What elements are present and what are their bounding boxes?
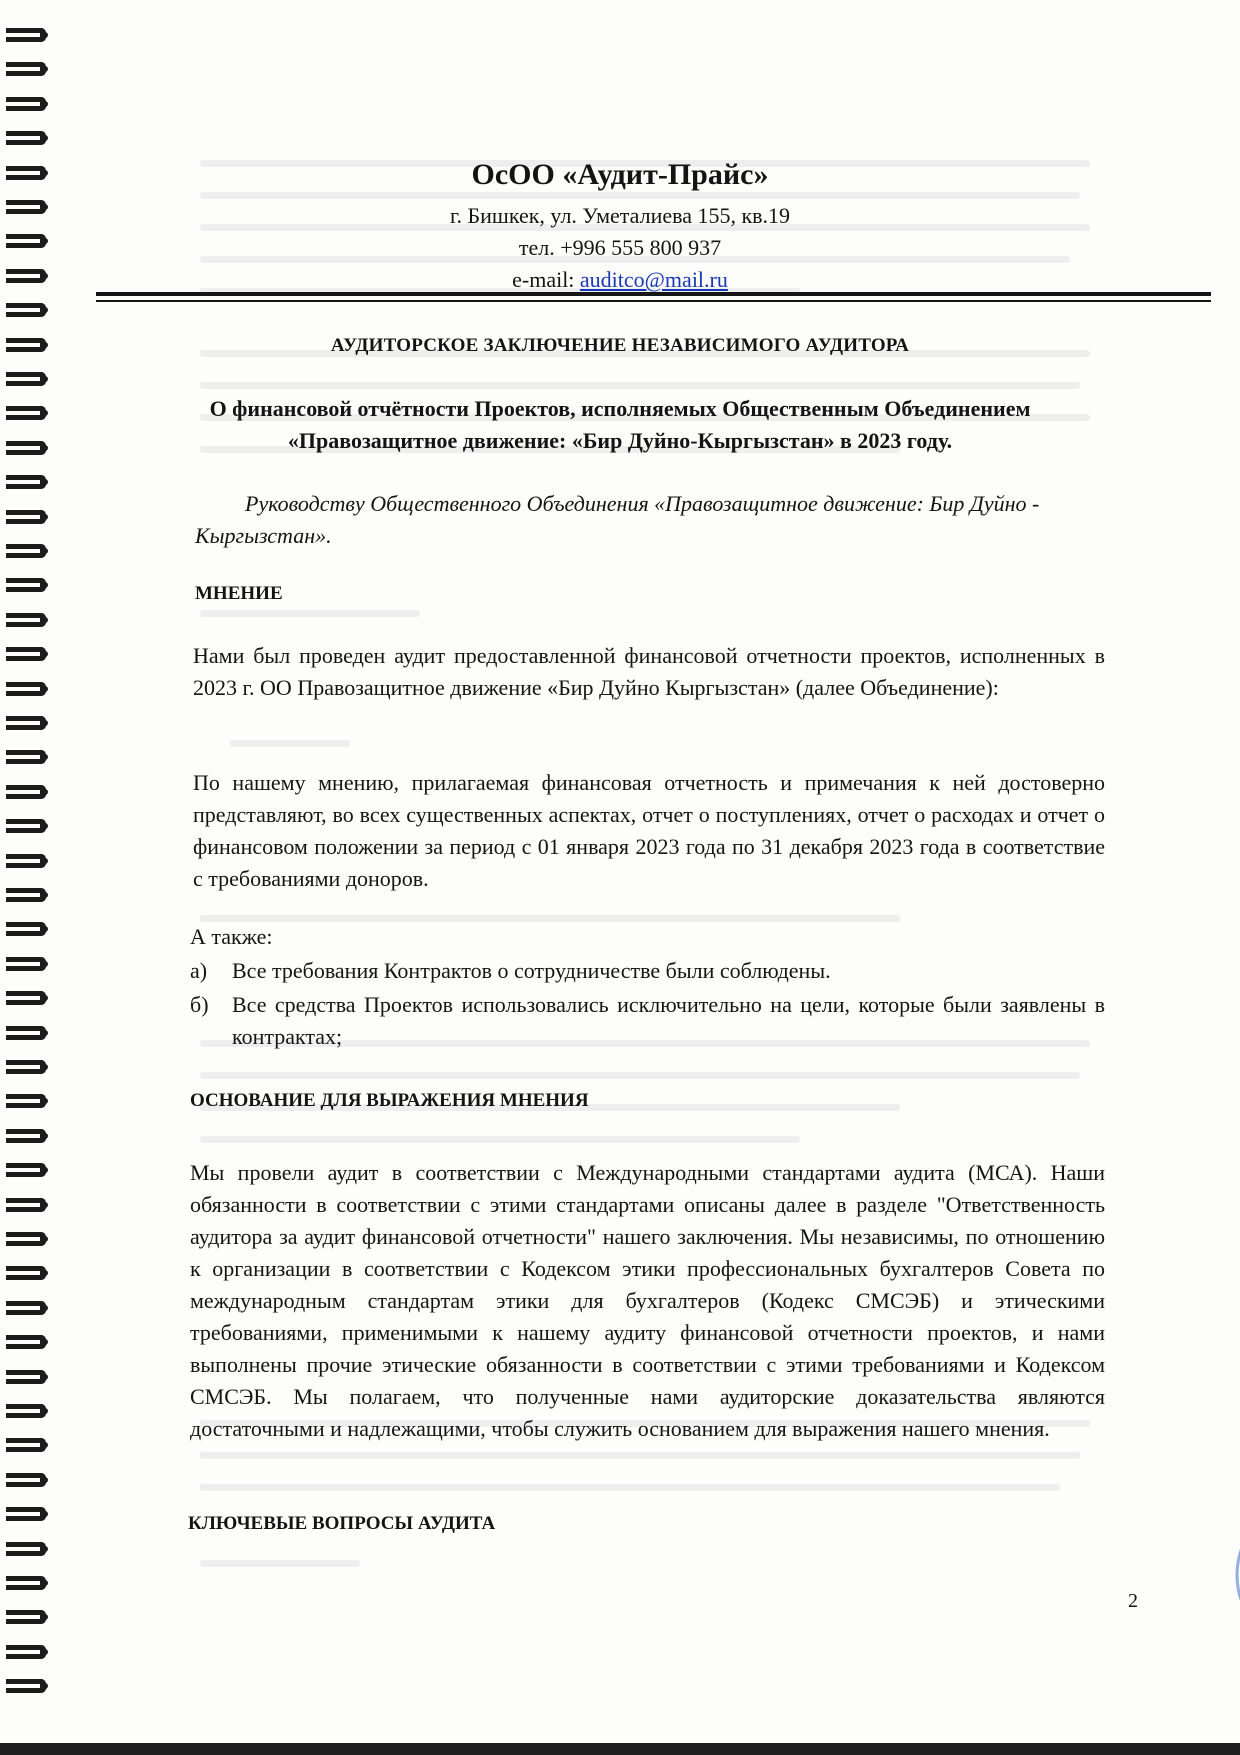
email-label: e-mail: bbox=[512, 267, 580, 292]
header-divider bbox=[96, 292, 1211, 296]
company-phone: тел. +996 555 800 937 bbox=[518, 235, 722, 260]
binding-ring bbox=[6, 922, 46, 936]
binding-ring bbox=[6, 372, 46, 386]
email-link[interactable]: auditco@mail.ru bbox=[579, 267, 728, 292]
header-divider-thin bbox=[96, 300, 1211, 302]
binding-ring bbox=[6, 1232, 46, 1246]
binding-ring bbox=[6, 28, 46, 42]
report-subject-line-2: «Правозащитное движение: «Бир Дуйно-Кыргызстан» в 2023 году. bbox=[287, 428, 953, 453]
report-subject-line-1: О финансовой отчётности Проектов, исполняемых Общественным Объединением bbox=[209, 396, 1031, 421]
list-item bbox=[190, 989, 1105, 1053]
binding-ring bbox=[6, 1438, 46, 1452]
list-marker: б) bbox=[190, 992, 209, 1017]
list-item bbox=[190, 955, 1105, 987]
binding-ring bbox=[6, 888, 46, 902]
binding-ring bbox=[6, 957, 46, 971]
binding-ring bbox=[6, 750, 46, 764]
opinion-paragraph-2: По нашему мнению, прилагаемая финансовая отчетность и примечания к ней достоверно представляют, во всех существенных аспектах, отчет о поступлениях, отчет о расходах и отчет о финансовом положении за период с 01 января 2023 года по 31 декабря 2023 года в соответствие с требованиями доноров. bbox=[193, 770, 1105, 891]
binding-ring bbox=[6, 1266, 46, 1280]
scan-edge bbox=[0, 1743, 1240, 1755]
key-matters-heading: КЛЮЧЕВЫЕ ВОПРОСЫ АУДИТА bbox=[188, 1513, 496, 1534]
binding-ring bbox=[6, 854, 46, 868]
binding-ring bbox=[6, 544, 46, 558]
binding-ring bbox=[6, 578, 46, 592]
binding-ring bbox=[6, 716, 46, 730]
binding-ring bbox=[6, 1542, 46, 1556]
binding-ring bbox=[6, 1370, 46, 1384]
binding-ring bbox=[6, 303, 46, 317]
binding-ring bbox=[6, 1094, 46, 1108]
basis-heading: ОСНОВАНИЕ ДЛЯ ВЫРАЖЕНИЯ МНЕНИЯ bbox=[190, 1090, 589, 1111]
also-label: А также: bbox=[190, 924, 273, 949]
binding-ring bbox=[6, 1026, 46, 1040]
binding-ring bbox=[6, 131, 46, 145]
binding-ring bbox=[6, 1129, 46, 1143]
binding-ring bbox=[6, 62, 46, 76]
binding-ring bbox=[6, 1507, 46, 1521]
list-item-text: Все требования Контрактов о сотрудничестве были соблюдены. bbox=[232, 958, 831, 983]
binding-ring bbox=[6, 785, 46, 799]
report-title: АУДИТОРСКОЕ ЗАКЛЮЧЕНИЕ НЕЗАВИСИМОГО АУДИТОРА bbox=[330, 335, 910, 356]
binding-ring bbox=[6, 1679, 46, 1693]
company-address: г. Бишкек, ул. Уметалиева 155, кв.19 bbox=[449, 203, 791, 228]
binding-ring bbox=[6, 475, 46, 489]
binding-ring bbox=[6, 1301, 46, 1315]
basis-paragraph: Мы провели аудит в соответствии с Международными стандартами аудита (МСА). Наши обязанности в соответствии с этими стандартами описаны далее в разделе "Ответственность аудитора за аудит финансовой отчетности" нашего заключения. Мы независимы, по отношению к организации в соответствии с Кодексом этики профессиональных бухгалтеров Совета по международным стандартам этики для бухгалтеров (Кодекс СМСЭБ) и этическими требованиями, применимыми к нашему аудиту финансовой отчетности проектов, и нами выполнены прочие этические обязанности в соответствии с этими требованиями и Кодексом СМСЭБ. Мы полагаем, что полученные нами аудиторские доказательства являются достаточными и надлежащими, чтобы служить основанием для выражения нашего мнения. bbox=[190, 1160, 1105, 1441]
list-item-text: Все средства Проектов использовались исключительно на цели, которые были заявлены в контрактах; bbox=[232, 992, 1105, 1049]
binding-ring bbox=[6, 1335, 46, 1349]
list-marker: а) bbox=[190, 958, 208, 983]
opinion-paragraph-1: Нами был проведен аудит предоставленной финансовой отчетности проектов, исполненных в 2023 г. ОО Правозащитное движение «Бир Дуйно Кыргызстан» (далее Объединение): bbox=[193, 643, 1105, 700]
binding-ring bbox=[6, 1610, 46, 1624]
binding-ring bbox=[6, 682, 46, 696]
binding-ring bbox=[6, 1473, 46, 1487]
binding-ring bbox=[6, 97, 46, 111]
company-email bbox=[0, 267, 1240, 293]
addressee: Руководству Общественного Объединения «Правозащитное движение: Бир Дуйно - Кыргызстан». bbox=[195, 491, 1040, 548]
binding-ring bbox=[6, 647, 46, 661]
binding-ring bbox=[6, 510, 46, 524]
binding-ring bbox=[6, 1163, 46, 1177]
binding-ring bbox=[6, 1404, 46, 1418]
stamp-seal bbox=[1205, 1490, 1240, 1660]
binding-ring bbox=[6, 991, 46, 1005]
page-number: 2 bbox=[1128, 1590, 1138, 1612]
binding-ring bbox=[6, 819, 46, 833]
binding-ring bbox=[6, 1645, 46, 1659]
binding-ring bbox=[6, 613, 46, 627]
company-name: ОсОО «Аудит-Прайс» bbox=[471, 158, 769, 191]
opinion-heading: МНЕНИЕ bbox=[195, 583, 283, 604]
binding-ring bbox=[6, 1576, 46, 1590]
binding-ring bbox=[6, 1060, 46, 1074]
binding-ring bbox=[6, 1198, 46, 1212]
